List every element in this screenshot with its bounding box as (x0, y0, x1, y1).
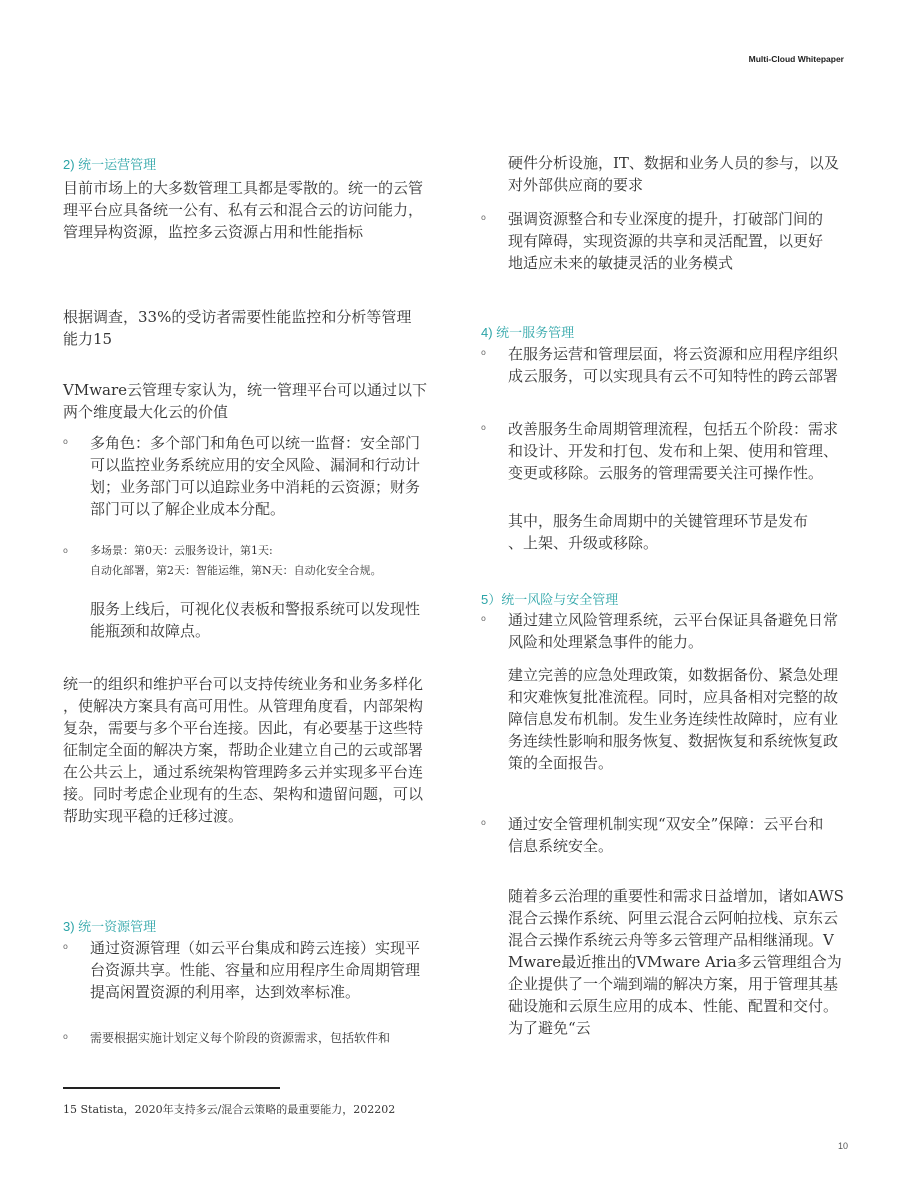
dual-security-bullet: 通过安全管理机制实现“双安全”保障：云平台和 信息系统安全。 (508, 815, 824, 855)
section-heading-5: 5）统一风险与安全管理 (481, 592, 619, 607)
risk-management-bullet: 通过建立风险管理系统，云平台保证具备避免日常 风险和处理紧急事件的能力。 (508, 611, 839, 651)
vmware-paragraph: VMware云管理专家认为，统一管理平台可以通过以下 两个维度最大化云的价值 (63, 381, 428, 421)
bullet-marker: o (63, 437, 68, 446)
footnote: 15 Statista，2020年支持多云/混合云策略的最重要能力，202202 (63, 1103, 396, 1116)
dashboard-paragraph: 服务上线后，可视化仪表板和警报系统可以发现性 能瓶颈和故障点。 (90, 600, 421, 640)
continued-paragraph: 硬件分析设施，IT、数据和业务人员的参与，以及 对外部供应商的要求 (508, 154, 839, 194)
resource-sharing-bullet: 通过资源管理（如云平台集成和跨云连接）实现平 台资源共享。性能、容量和应用程序生命周期管理 提高闲置资源的利用率，达到效率标准。 (90, 939, 421, 1001)
multi-role-bullet: 多角色：多个部门和角色可以统一监督：安全部门 可以监控业务系统应用的安全风险、漏洞和行动计 划；业务部门可以追踪业务中消耗的云资源；财务 部门可以了解企业成本分配。 (90, 434, 421, 518)
integration-bullet: 强调资源整合和专业深度的提升，打破部门间的 现有障碍，实现资源的共享和灵活配置，以更好 地适应未来的敏捷灵活的业务模式 (508, 210, 824, 272)
page-number: 10 (837, 1141, 848, 1151)
lifecycle-bullet: 改善服务生命周期管理流程，包括五个阶段：需求 和设计、开发和打包、发布和上架、使用和管理、 变更或移除。云服务的管理需要关注可操作性。 (508, 420, 839, 482)
bullet-marker: o (481, 348, 486, 357)
operations-paragraph: 目前市场上的大多数管理工具都是零散的。统一的云管 理平台应具备统一公有、私有云和混合云的访问能力， 管理异构资源，监控多云资源占用和性能指标 (63, 179, 424, 241)
section-heading-3: 3) 统一资源管理 (63, 919, 157, 934)
bullet-marker: o (63, 942, 68, 951)
lifecycle-note: 其中，服务生命周期中的关键管理环节是发布 、上架、升级或移除。 (508, 512, 809, 552)
bullet-marker: o (481, 213, 486, 222)
survey-paragraph: 根据调查，33%的受访者需要性能监控和分析等管理 能力15 (63, 308, 412, 348)
section-heading-2: 2) 统一运营管理 (63, 157, 157, 172)
bullet-marker: o (481, 423, 486, 432)
emergency-policy-paragraph: 建立完善的应急处理政策，如数据备份、紧急处理 和灾难恢复批准流程。同时，应具备相对完整的故 障信息发布机制。发生业务连续性故障时，应有业 务连续性影响和服务恢复、数据恢复和系统恢复政 策的全面报告。 (508, 666, 839, 772)
resource-needs-bullet: 需要根据实施计划定义每个阶段的资源需求，包括软件和 (90, 1031, 391, 1045)
bullet-marker: o (481, 614, 486, 623)
footnote-divider (63, 1087, 280, 1089)
section-heading-4: 4) 统一服务管理 (481, 325, 575, 340)
unified-platform-paragraph: 统一的组织和维护平台可以支持传统业务和业务多样化 ，使解决方案具有高可用性。从管理角度看，内部架构 复杂，需要与多个平台连接。因此，有必要基于这些特 征制定全面的解决方案，帮助企业建立自己的云或部署 在公共云上，通过系统架构管理跨多云并实现多平台连 接。同时考虑企业现有的生态、架构和遗留问题，可以 帮助实现平稳的迁移过渡。 (63, 675, 424, 825)
document-header: Multi-Cloud Whitepaper (748, 54, 844, 64)
bullet-marker: o (63, 1032, 68, 1041)
service-operations-bullet: 在服务运营和管理层面，将云资源和应用程序组织 成云服务，可以实现具有云不可知特性的跨云部署 (508, 345, 839, 385)
closing-paragraph: 随着多云治理的重要性和需求日益增加，诸如AWS 混合云操作系统、阿里云混合云阿帕拉栈、京东云 混合云操作系统云舟等多云管理产品相继涌现。V Mware最近推出的VMware Aria多云管理组合为 企业提供了一个端到端的解决方案，用于管理其基 础设施和云原生应用的成本、性能、配置和交付。 为了避免“云 (508, 887, 844, 1037)
bullet-marker: o (481, 818, 486, 827)
multi-scenario-bullet: 多场景：第0天：云服务设计，第1天: 自动化部署，第2天：智能运维，第N天：自动化安全合规。 (90, 544, 382, 577)
bullet-marker: o (63, 546, 68, 555)
